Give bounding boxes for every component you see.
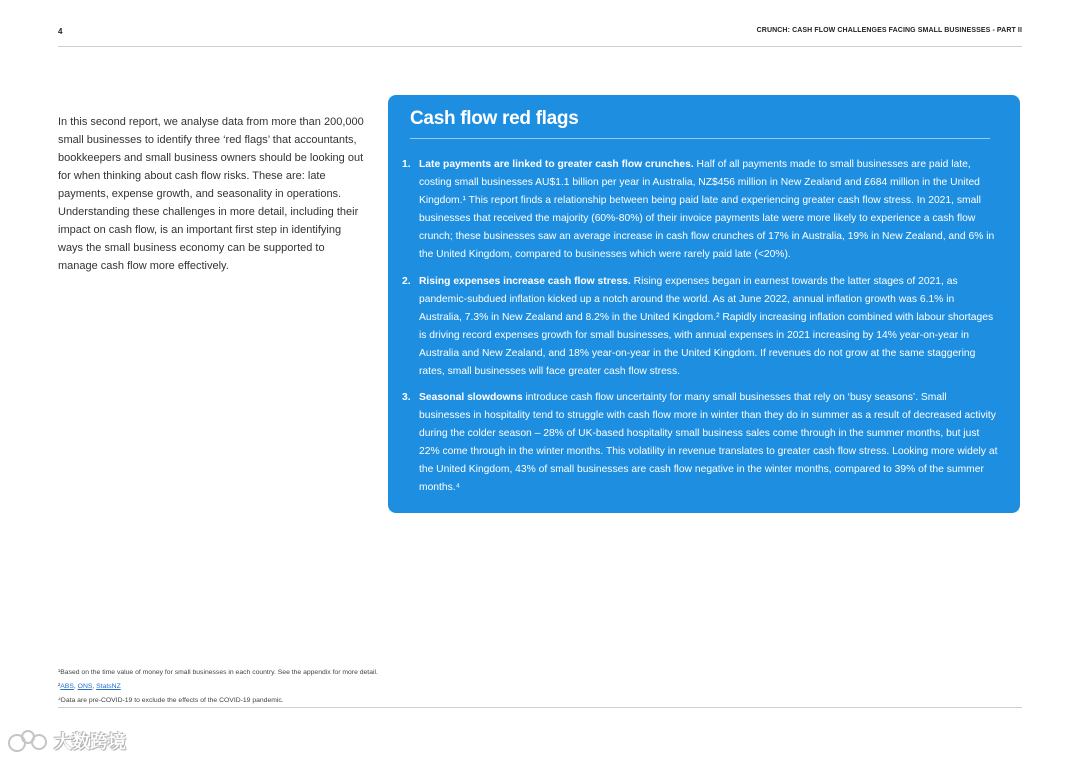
top-divider — [58, 46, 1022, 47]
red-flags-divider — [410, 138, 990, 139]
red-flag-item-3 — [402, 389, 998, 497]
red-flag-item-1 — [402, 156, 998, 264]
red-flag-item-2 — [402, 273, 998, 381]
ons-link[interactable]: ONS — [77, 683, 93, 690]
bottom-divider — [58, 707, 1022, 708]
red-flag-number: 2. — [402, 276, 411, 287]
abs-link[interactable]: ABS — [60, 683, 74, 690]
red-flag-lead: Rising expenses increase cash flow stress. — [419, 276, 631, 287]
red-flag-lead: Seasonal slowdowns — [419, 392, 523, 403]
red-flag-text: introduce cash flow uncertainty for many small businesses that rely on ‘busy seasons’. Small businesses in hospitality tend to struggle with cash flow more in winter than they do in summer as a result of decreased activity during the colder season – 28% of UK-based hospitality small business sales come through in the summer months, but just 22% come through in the winter months. This volatility in revenue translates to greater cash flow stress. Looking more widely at the United Kingdom, 43% of small businesses are cash flow negative in the winter months, compared to 39% of the summer months.⁴ — [419, 392, 998, 493]
red-flag-lead: Late payments are linked to greater cash flow crunches. — [419, 159, 694, 170]
watermark-logo-icon — [8, 728, 48, 754]
red-flag-number: 1. — [402, 159, 411, 170]
watermark-text: 大数跨境 — [54, 732, 126, 752]
running-title: CRUNCH: CASH FLOW CHALLENGES FACING SMALL BUSINESSES - PART II — [756, 27, 1022, 34]
red-flag-number: 3. — [402, 392, 411, 403]
statsnz-link[interactable]: StatsNZ — [96, 683, 121, 690]
page-number: 4 — [58, 27, 63, 36]
red-flag-text: Rising expenses began in earnest towards the latter stages of 2021, as pandemic-subdued inflation kicked up a notch around the world. As at June 2022, annual inflation growth was 6.1% in Australia, 7.3% in New Zealand and 8.2% in the United Kingdom.² Rapidly increasing inflation combined with labour shortages is driving record expenses growth for small businesses, with annual expenses in 2021 increasing by 14% year-on-year in Australia and New Zealand, and 18% year-on-year in the United Kingdom. If revenues do not grow at the same staggering rates, small businesses will face greater cash flow stress. — [419, 276, 994, 377]
footnotes — [58, 666, 378, 708]
intro-paragraph: In this second report, we analyse data from more than 200,000 small businesses to identify three ‘red flags’ that accountants, bookkeepers and small business owners should be looking out for when thinking about cash flow risks. These are: late payments, expense growth, and seasonality in operations. Understanding these challenges in more detail, including their impact on cash flow, is an important first step in identifying ways the small business economy can be supported to manage cash flow more effectively. — [58, 116, 364, 272]
watermark — [8, 728, 126, 754]
footnote-1: ¹Based on the time value of money for small businesses in each country. See the appendix for more detail. — [58, 669, 378, 676]
red-flags-title: Cash flow red flags — [410, 108, 579, 129]
footnote-4: ⁴Data are pre-COVID-19 to exclude the effects of the COVID-19 pandemic. — [58, 697, 284, 704]
footnote-2: ²ABS, ONS, StatsNZ — [58, 683, 121, 690]
red-flag-text: Half of all payments made to small businesses are paid late, costing small businesses AU$1.1 billion per year in Australia, NZ$456 million in New Zealand and £684 million in the United Kingdom.¹ This report finds a relationship between being paid late and experiencing greater cash flow stress. In 2021, small businesses that received the majority (60%-80%) of their invoice payments late were more likely to experience a cash flow crunch; these businesses saw an average increase in cash flow crunches of 17% in Australia, 19% in New Zealand, and 6% in the United Kingdom, compared to businesses which were rarely paid late (<20%). — [419, 159, 995, 260]
red-flags-box — [388, 95, 1020, 513]
